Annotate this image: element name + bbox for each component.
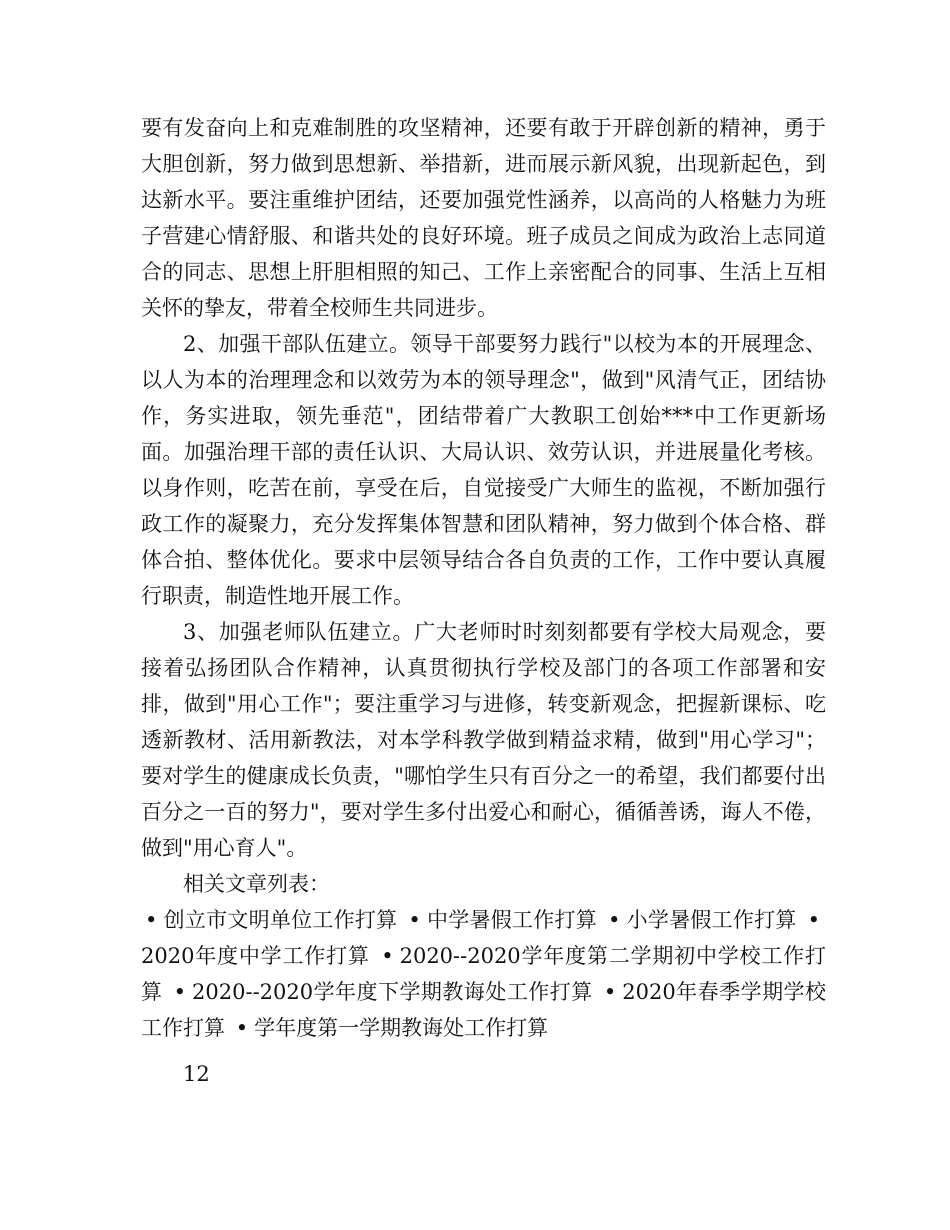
- body-paragraph-2: 2、加强干部队伍建立。领导干部要努力践行"以校为本的开展理念、以人为本的治理理念和以效劳为本的领导理念"，做到"风清气正，团结协作，务实进取，领先垂范"，团结带着广大教职工创始***中工作更新场面。加强治理干部的责任认识、大局认识、效劳认识，并进展量化考核。以身作则，吃苦在前，享受在后，自觉接受广大师生的监视，不断加强行政工作的凝聚力，充分发挥集体智慧和团队精神，努力做到个体合格、群体合拍、整体优化。要求中层领导结合各自负责的工作，工作中要认真履行职责，制造性地开展工作。: [141, 332, 826, 608]
- bullet-icon: •: [408, 908, 421, 932]
- related-article-item[interactable]: [170, 980, 593, 1004]
- related-article-link[interactable]: 2020--2020学年度下学期教诲处工作打算: [192, 980, 593, 1004]
- related-article-link[interactable]: 创立市文明单位工作打算: [163, 908, 398, 932]
- bullet-icon: •: [235, 1016, 249, 1040]
- related-articles-heading: 相关文章列表：: [183, 872, 330, 896]
- body-paragraph-3: 3、加强老师队伍建立。广大老师时时刻刻都要有学校大局观念，要接着弘扬团队合作精神，认真贯彻执行学校及部门的各项工作部署和安排，做到"用心工作"；要注重学习与进修，转变新观念，把握新课标、吃透新教材、活用新教法，对本学科教学做到精益求精，做到"用心学习"；要对学生的健康成长负责，"哪怕学生只有百分之一的希望，我们都要付出百分之一百的努力"，要对学生多付出爱心和耐心，循循善诱，诲人不倦，做到"用心育人"。: [141, 620, 826, 860]
- page-number: 12: [183, 1062, 210, 1086]
- related-article-link[interactable]: 中学暑假工作打算: [426, 908, 598, 932]
- related-article-item[interactable]: [604, 908, 797, 932]
- bullet-icon: •: [603, 980, 617, 1004]
- related-article-item[interactable]: [141, 908, 397, 932]
- bullet-icon: •: [807, 908, 821, 932]
- related-article-item[interactable]: [404, 908, 597, 932]
- body-paragraph-1: 要有发奋向上和克难制胜的攻坚精神，还要有敢于开辟创新的精神，勇于大胆创新，努力做到思想新、举措新，进而展示新风貌，出现新起色，到达新水平。要注重维护团结，还要加强党性涵养，以高尚的人格魅力为班子营建心情舒服、和谐共处的良好环境。班子成员之间成为政治上志同道合的同志、思想上肝胆相照的知己、工作上亲密配合的同事、生活上互相关怀的挚友，带着全校师生共同进步。: [141, 116, 826, 320]
- bullet-icon: •: [173, 980, 187, 1004]
- related-article-link[interactable]: 学年度第一学期教诲处工作打算: [254, 1016, 549, 1040]
- related-article-link[interactable]: 2020年春季学期学校工作打算: [141, 980, 827, 1040]
- related-article-item[interactable]: [232, 1016, 548, 1040]
- related-article-link[interactable]: 2020年度中学工作打算: [141, 944, 370, 968]
- related-article-link[interactable]: 2020--2020学年度第二学期初中学校工作打算: [141, 944, 826, 1004]
- related-articles-list: [141, 902, 826, 1046]
- bullet-icon: •: [145, 908, 158, 932]
- bullet-icon: •: [608, 908, 621, 932]
- document-page: [141, 110, 826, 1092]
- bullet-icon: •: [381, 944, 394, 968]
- related-article-link[interactable]: 小学暑假工作打算: [626, 908, 797, 932]
